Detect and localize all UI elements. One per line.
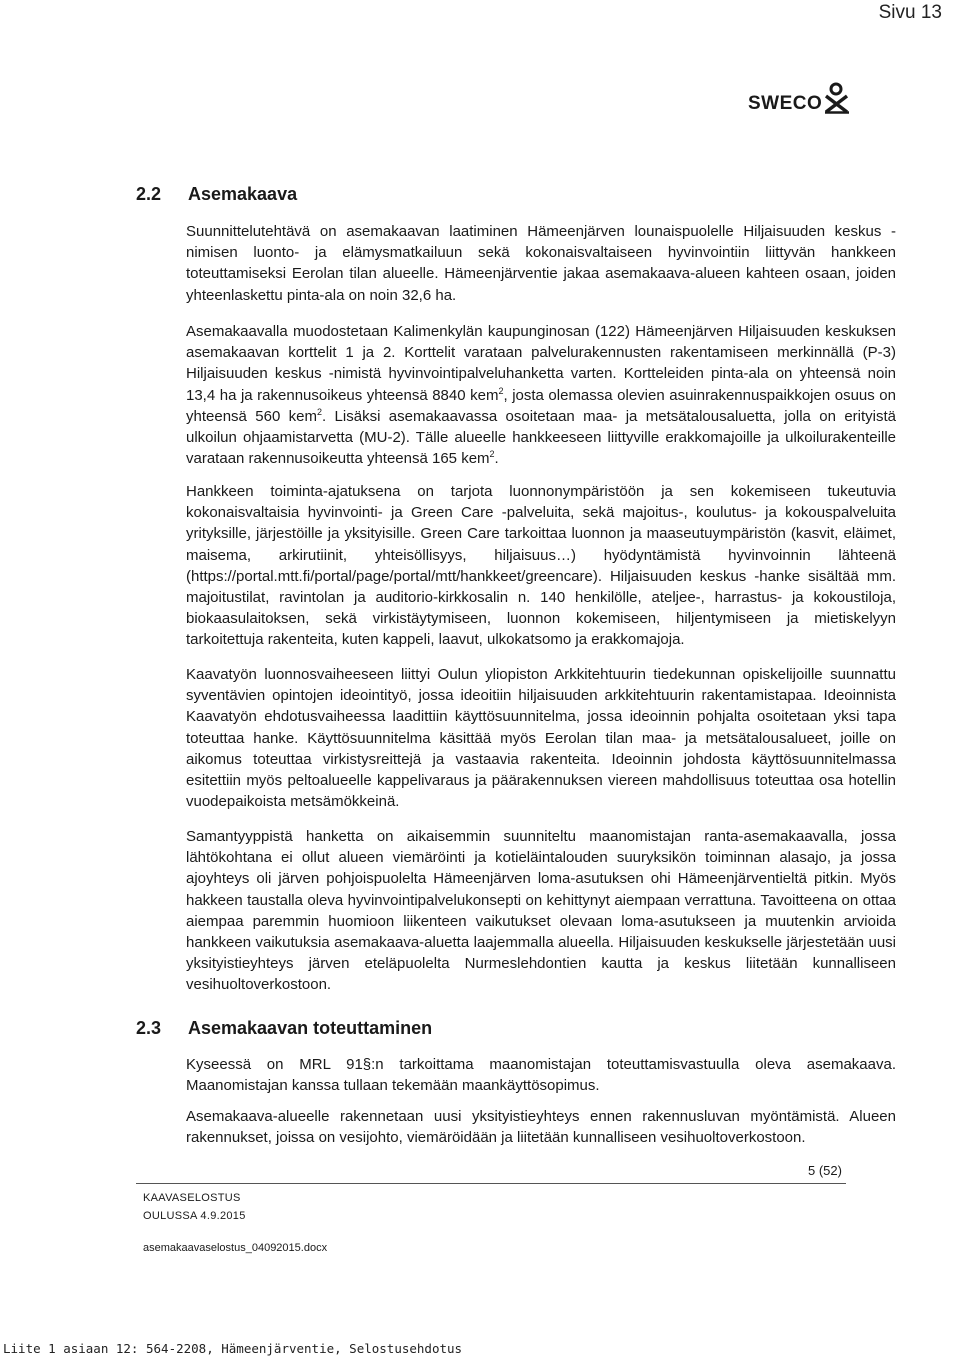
- section-heading-2-3: [136, 1018, 432, 1039]
- section-title: Asemakaavan toteuttaminen: [188, 1018, 433, 1038]
- section-title: Asemakaava: [188, 184, 298, 204]
- sweco-mark-icon: [823, 82, 851, 114]
- footer-doc-date: OULUSSA 4.9.2015: [143, 1210, 246, 1222]
- paragraph: Asemakaava-alueelle rakennetaan uusi yksityistieyhteys ennen rakennusluvan myöntämistä. Alueen rakennukset, joissa on vesijohto, viemäröidään ja liitetään kunnalliseen vesihuoltoverkostoon.: [186, 1108, 896, 1147]
- sweco-logo: [748, 82, 850, 122]
- attachment-caption: Liite 1 asiaan 12: 564-2208, Hämeenjärventie, Selostusehdotus: [3, 1341, 463, 1356]
- paragraph: Suunnittelutehtävä on asemakaavan laatiminen Hämeenjärven lounaispuolelle Hiljaisuuden keskus -nimisen luonto- ja elämysmatkailuun sekä kokonaisvaltaiseen hyvinvointiin liittyvän hankkeen toteuttamiseksi Eerolan tilan alueelle. Hämeenjärventie jakaa asemakaava-alueen kahteen osaan, joiden yhteenlaskettu pinta-ala on noin 32,6 ha.: [186, 223, 896, 304]
- logo-text: SWECO: [748, 93, 823, 114]
- page-number: Sivu 13: [878, 2, 942, 23]
- paragraph: Samantyyppistä hanketta on aikaisemmin suunniteltu maanomistajan ranta-asemakaavalla, jossa lähtökohtana ei ollut alueen viemäröinti ja kotieläintalouden suuryksikön toiminnan alasajo, ja jossa ajoyhteys oli järven pohjoispuolelta Hämeenjärven loma-asutuksen ohi Hämeenjärventieltä pitkin. Myös hakkeen taustalla oleva hyvinvointipalvelukonsepti on kehittynyt aiempaan verrattuna. Tavoitteena on ottaa aiempaa paremmin huomioon liikenteen vaikutukset olevaan loma-asutukseen ja muutenkin arvioida hankkeen vaikutuksia asemakaava-aluetta laajemmalla alueella. Hiljaisuuden keskukselle järjestetään uusi yksityistieyhteys järven eteläpuolelta Nurmeslehdontien kautta ja keskus liitetään kunnalliseen vesihuoltoverkostoon.: [186, 828, 896, 994]
- section-heading-2-2: [136, 184, 297, 205]
- paragraph: Asemakaavalla muodostetaan Kalimenkylän kaupunginosan (122) Hämeenjärven Hiljaisuuden keskuksen asemakaavan korttelit 1 ja 2. Korttelit varataan palvelurakennusten rakentamiseen merkinnällä (P-3) Hiljaisuuden keskus -nimistä hyvinvointipalveluhanketta varten. Kortteleiden pinta-ala on yhteensä noin 13,4 ha ja rakennusoikeus yhteensä 8840 kem$^2$, josta olemassa olevien asuinrakennuspaikkojen osuus on yhteensä 560 kem$^2$. Lisäksi asemakaavassa osoitetaan maa- ja metsätalousaluetta, jolla on erityistä ulkoilun ohjaamistarvetta (MU-2). Tälle alueelle hankkeeseen liittyville erakkomajoille ja ulkoilurakenteille varataan rakennusoikeutta yhteensä 165 kem$^2$.: [186, 323, 896, 468]
- section-number: 2.2: [136, 184, 162, 204]
- footer-divider: [136, 1183, 846, 1184]
- paragraph: Kaavatyön luonnosvaiheeseen liittyi Oulun yliopiston Arkkitehtuurin tiedekunnan opiskelijoille suunnattu syventävien opintojen ideointityö, jossa ideoitiin hiljaisuuden arkkitehtuurin rakentamistapaa. Ideoinnista Kaavatyön ehdotusvaiheessa laadittiin käyttösuunnitelma, jossa ideoinnin pohjalta osoitetaan yksi tapa toteuttaa hanke. Käyttösuunnitelma käsittää myös Eerolan tilan maa- ja metsätalousalueet, joille on aikomus toteuttaa virkistysreittejä ja vastaavia rakenteita. Ideoinnin johdosta käyttösuunnitelmassa esitettiin myös peltoalueelle kappelivaraus ja päärakennuksen viereen mahdollisuus toteuttaa osa hotellin vuodepaikoista metsämökkeinä.: [186, 666, 896, 811]
- section-number: 2.3: [136, 1018, 162, 1038]
- paragraph: Kyseessä on MRL 91§:n tarkoittama maanomistajan toteuttamisvastuulla oleva asemakaava. Maanomistajan kanssa tullaan tekemään maankäyttösopimus.: [186, 1056, 896, 1095]
- paragraph: Hankkeen toiminta-ajatuksena on tarjota luonnonympäristöön ja sen kokemiseen tukeutuvia kokonaisvaltaisia hyvinvointi- ja Green Care -palveluita, sekä majoitus-, koulutus- ja kokouspalveluita yrityksille, järjestöille ja yksityisille. Green Care tarkoittaa luonnon ja maaseutuympäristön (kasvit, eläimet, maisema, arkirutiinit, yhteisöllisyys, hiljaisuus…) hyödyntämistä hyvinvoinnin lähteenä (https://portal.mtt.fi/portal/page/portal/mtt/hankkeet/greencare). Hiljaisuuden keskus -hanke sisältää mm. majoitustilat, ravintolan ja auditorio-kirkkosalin n. 140 henkilölle, ateljee-, harrastus- ja kokoustiloja, biokaasulaitoksen, sekä virkistäytymiseen, luonnon kokemiseen, hiljentymiseen ja mietiskelyyn tarkoitettuja rakenteita, kuten kappeli, laavut, ulkokatsomo ja erakkomajoja.: [186, 483, 896, 649]
- footer-filename: asemakaavaselostus_04092015.docx: [143, 1242, 328, 1254]
- footer-doc-title: KAAVASELOSTUS: [143, 1192, 241, 1204]
- footer-page-count: 5 (52): [808, 1163, 842, 1178]
